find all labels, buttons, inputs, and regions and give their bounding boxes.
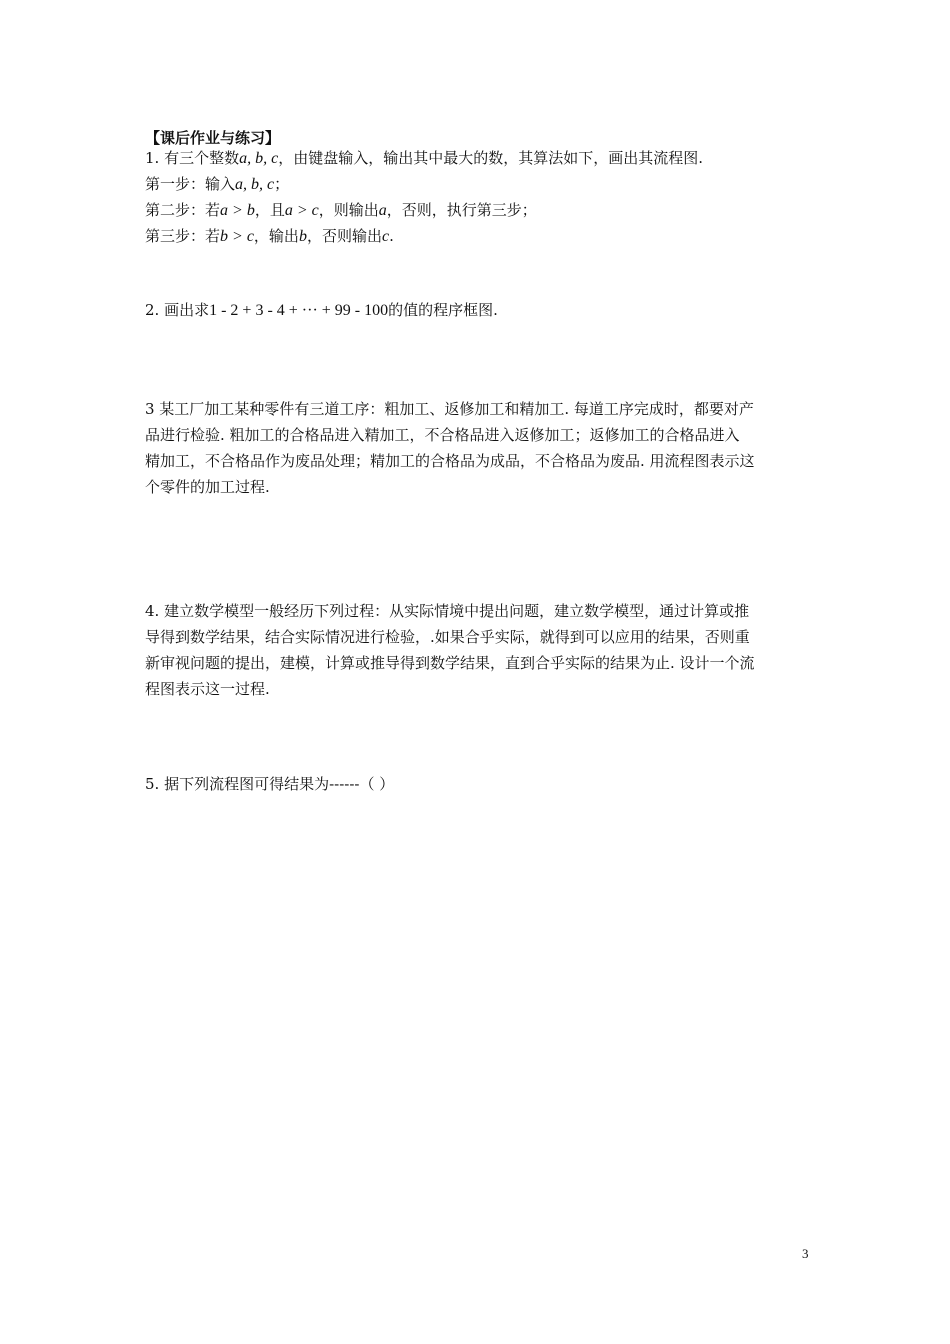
question-2 <box>145 297 498 324</box>
question-1-step-1 <box>145 171 289 198</box>
step2-condition-2: a > c <box>284 202 319 219</box>
question-3-line-2: 品进行检验. 粗加工的合格品进入精加工，不合格品进入返修加工；返修加工的合格品进入 <box>145 426 740 444</box>
step3-part-a: 第三步：若 <box>145 227 221 245</box>
step2-part-d: ，否则，执行第三步； <box>386 201 537 219</box>
question-1-step-2 <box>145 197 537 224</box>
step3-output-2: c <box>381 228 390 245</box>
step1-prefix: 第一步：输入 <box>145 175 236 193</box>
step2-condition-1: a > b <box>220 202 255 219</box>
step2-part-c: ，则输出 <box>318 201 379 219</box>
q1-suffix: ，由键盘输入，输出其中最大的数，其算法如下，画出其流程图. <box>278 149 703 167</box>
question-4-line-2: 导得到数学结果，结合实际情况进行检验，.如果合乎实际，就得到可以应用的结果，否则重 <box>145 628 750 646</box>
step3-part-c: ，否则输出 <box>306 227 382 245</box>
step3-part-d: . <box>389 227 394 245</box>
step2-part-a: 第二步：若 <box>145 201 221 219</box>
q2-suffix: 的值的程序框图. <box>388 301 498 319</box>
question-3-line-3: 精加工，不合格品作为废品处理；精加工的合格品为成品，不合格品为废品. 用流程图表示这 <box>145 452 755 470</box>
question-4-line-3: 新审视问题的提出，建模，计算或推导得到数学结果，直到合乎实际的结果为止. 设计一个流 <box>145 654 755 672</box>
question-3-line-1: 3 某工厂加工某种零件有三道工序：粗加工、返修加工和精加工. 每道工序完成时，都要对产 <box>145 400 754 418</box>
question-1-statement <box>145 145 703 172</box>
step2-part-b: ，且 <box>254 201 285 219</box>
step3-condition: b > c <box>220 228 254 245</box>
q2-prefix: 2. 画出求 <box>145 301 210 319</box>
question-1-step-3 <box>145 223 394 250</box>
q2-expression: 1 - 2 + 3 - 4 + ··· + 99 - 100 <box>209 302 389 319</box>
q1-variables: a, b, c <box>239 150 279 167</box>
section-title: 【课后作业与练习】 <box>145 129 281 147</box>
question-5: 5. 据下列流程图可得结果为------（ ） <box>145 775 395 793</box>
step3-part-b: ，输出 <box>253 227 299 245</box>
question-4-line-1: 4. 建立数学模型一般经历下列过程：从实际情境中提出问题，建立数学模型，通过计算或推 <box>145 602 750 620</box>
question-3-line-4: 个零件的加工过程. <box>145 478 270 496</box>
step1-variables: a, b, c <box>235 176 275 193</box>
step1-suffix: ； <box>274 175 290 193</box>
page-number: 3 <box>802 1246 809 1261</box>
question-4-line-4: 程图表示这一过程. <box>145 680 270 698</box>
step3-output-1: b <box>298 228 307 245</box>
q1-prefix: 1. 有三个整数 <box>145 149 240 167</box>
step2-output: a <box>378 202 387 219</box>
